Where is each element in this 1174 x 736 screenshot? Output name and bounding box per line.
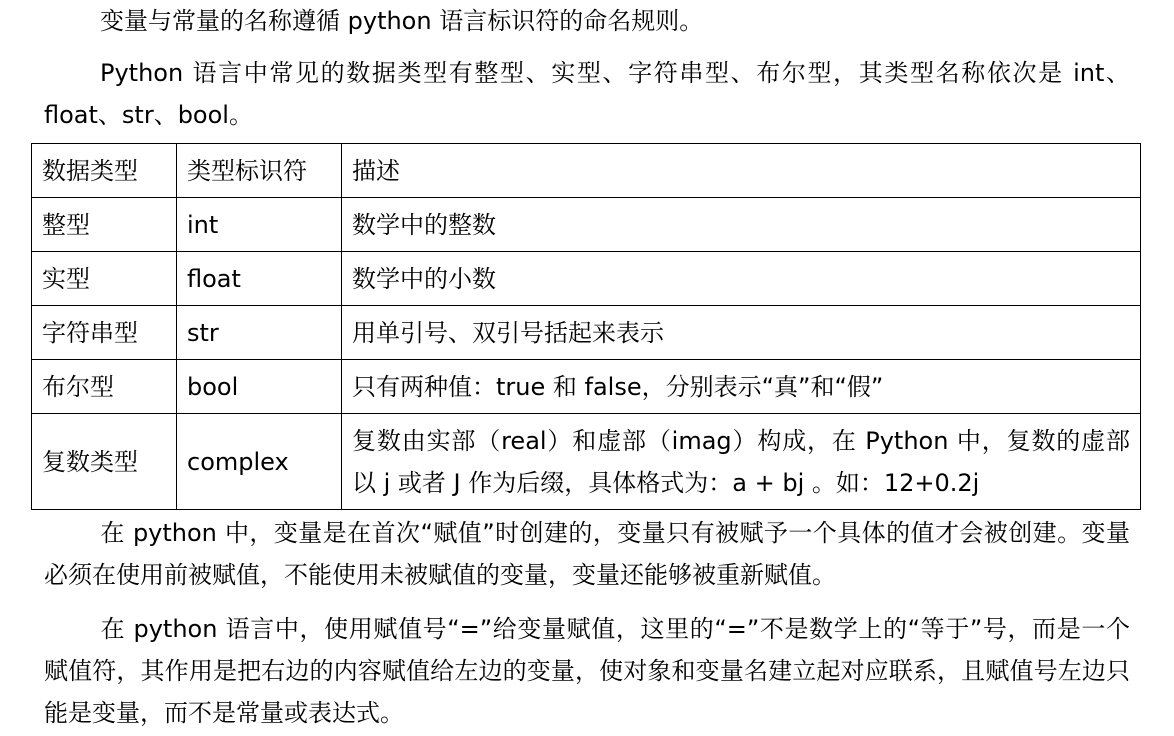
paragraph-text: 在 python 语言中，使用赋值号“=”给变量赋值，这里的“=”不是数学上的“等于”号，而是一个赋值符，其作用是把右边的内容赋值给左边的变量，使对象和变量名建立起对应联系，且赋值号左边只能是变量，而不是常量或表达式。 <box>44 615 1130 727</box>
paragraph-data-types <box>44 52 1130 136</box>
cell-description: 数学中的整数 <box>342 198 1141 252</box>
table-row <box>32 306 1141 360</box>
header-cell-type: 数据类型 <box>32 144 177 198</box>
cell-description: 复数由实部（real）和虚部（imag）构成，在 Python 中，复数的虚部以 j 或者 J 作为后缀，具体格式为：a + bj 。如：12+0.2j <box>342 414 1141 510</box>
paragraph-assignment-operator <box>44 608 1130 734</box>
cell-type: 复数类型 <box>32 414 177 510</box>
cell-identifier: float <box>177 252 342 306</box>
cell-description: 用单引号、双引号括起来表示 <box>342 306 1141 360</box>
paragraph-text: 变量与常量的名称遵循 python 语言标识符的命名规则。 <box>100 7 704 35</box>
header-cell-description: 描述 <box>342 144 1141 198</box>
cell-type: 实型 <box>32 252 177 306</box>
cell-type: 整型 <box>32 198 177 252</box>
table-row <box>32 360 1141 414</box>
cell-identifier: bool <box>177 360 342 414</box>
table-row <box>32 252 1141 306</box>
cell-type: 字符串型 <box>32 306 177 360</box>
paragraph-identifier-rules <box>44 0 1130 42</box>
cell-description: 只有两种值：true 和 false，分别表示“真”和“假” <box>342 360 1141 414</box>
cell-identifier: int <box>177 198 342 252</box>
table-row <box>32 198 1141 252</box>
cell-type: 布尔型 <box>32 360 177 414</box>
cell-identifier: str <box>177 306 342 360</box>
header-cell-identifier: 类型标识符 <box>177 144 342 198</box>
paragraph-text: 在 python 中，变量是在首次“赋值”时创建的，变量只有被赋予一个具体的值才会被创建。变量必须在使用前被赋值，不能使用未被赋值的变量，变量还能够被重新赋值。 <box>44 519 1130 589</box>
paragraph-variable-creation <box>44 512 1130 596</box>
cell-identifier: complex <box>177 414 342 510</box>
data-types-table <box>31 143 1141 510</box>
cell-description: 数学中的小数 <box>342 252 1141 306</box>
paragraph-text: Python 语言中常见的数据类型有整型、实型、字符串型、布尔型，其类型名称依次是 int、float、str、bool。 <box>44 59 1130 129</box>
table-row <box>32 414 1141 510</box>
table-header-row <box>32 144 1141 198</box>
